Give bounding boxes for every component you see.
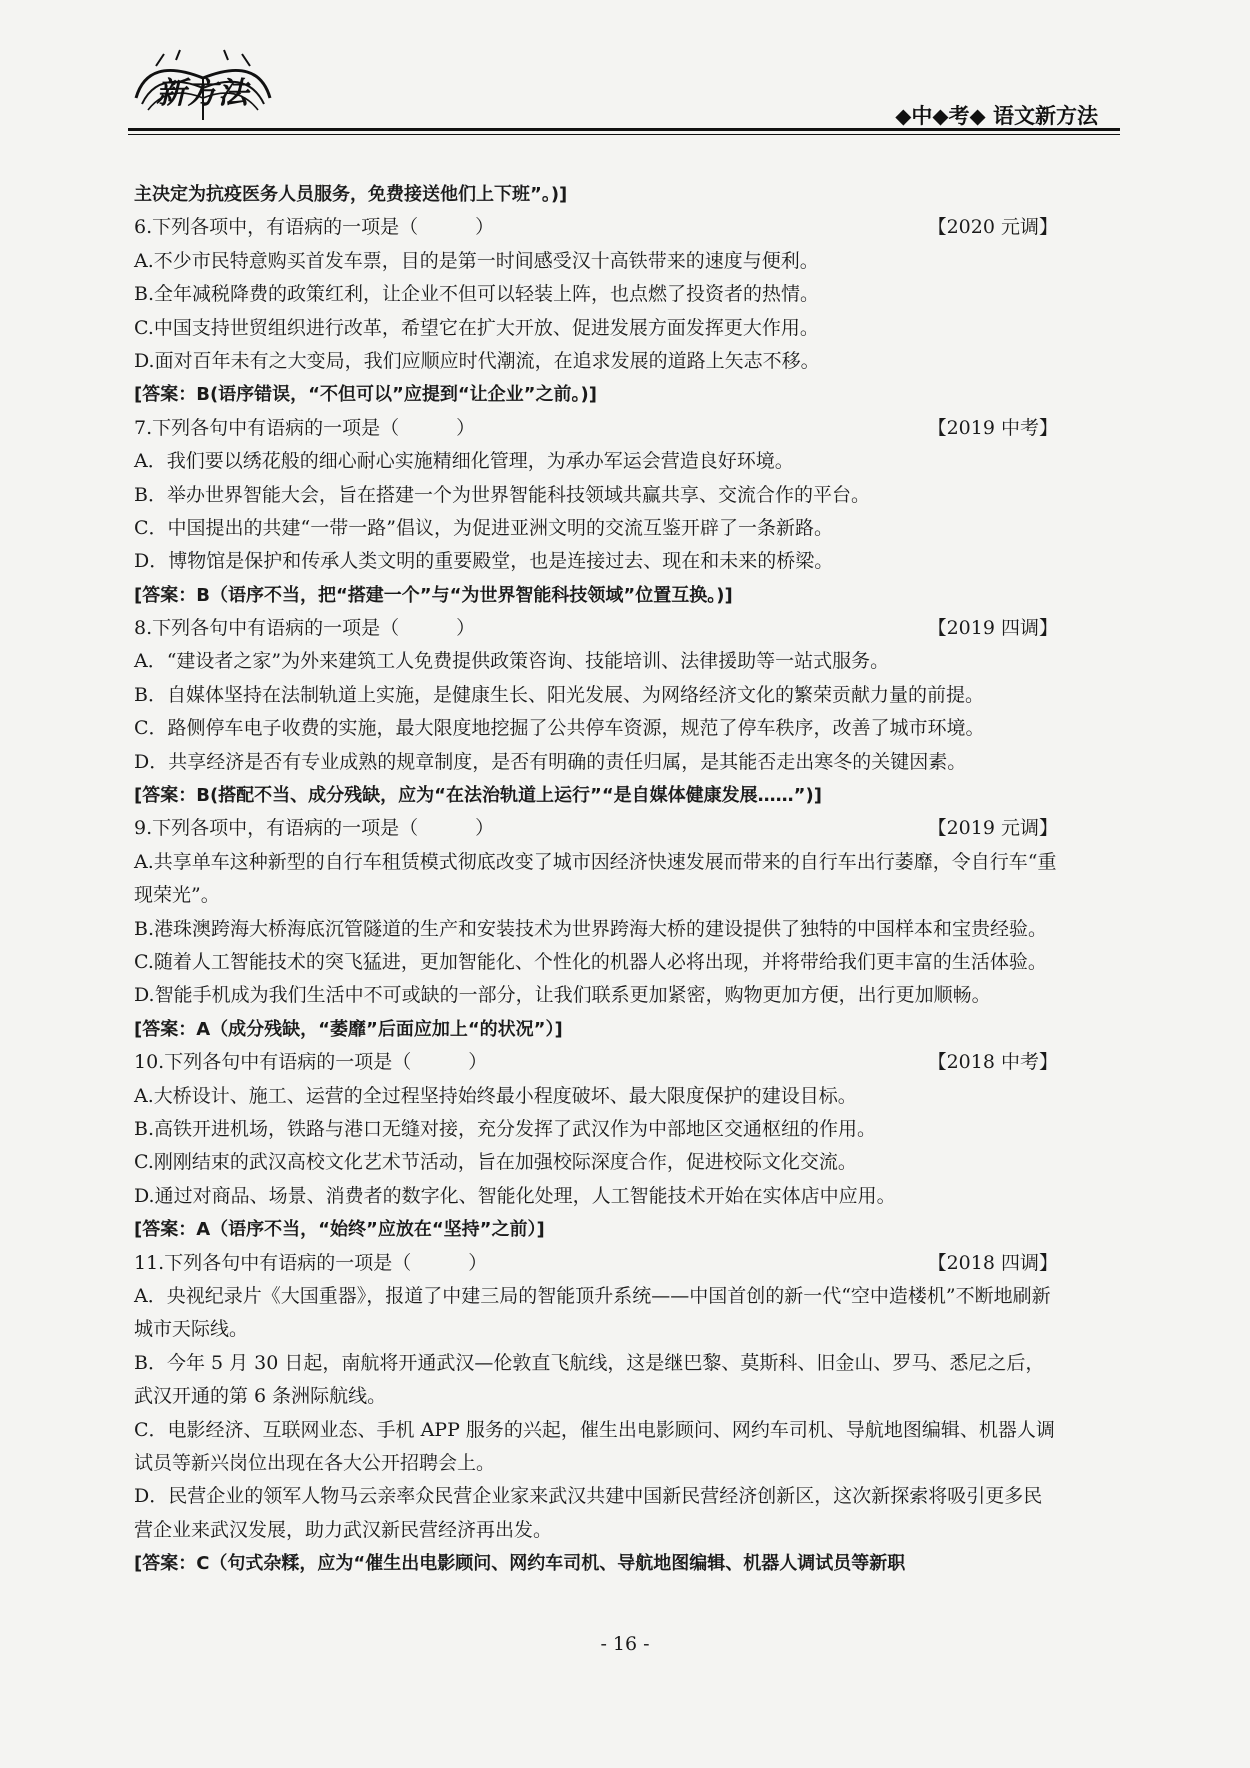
diamond-icon: ◆ — [969, 104, 986, 128]
answer-option: B.港珠澳跨海大桥海底沉管隧道的生产和安装技术为世界跨海大桥的建设提供了独特的中国样本和宝贵经验。 — [134, 917, 1048, 940]
question-text: 11.下列各句中有语病的一项是（ ） — [134, 1251, 488, 1274]
answer-note: 主决定为抗疫医务人员服务，免费接送他们上下班”。)] — [134, 184, 568, 205]
answer-option: D.面对百年未有之大变局，我们应顺应时代潮流，在追求发展的道路上矢志不移。 — [134, 349, 820, 372]
answer-option: A．“建设者之家”为外来建筑工人免费提供政策咨询、技能培训、法律援助等一站式服务。 — [134, 650, 890, 673]
answer-option: C．中国提出的共建“一带一路”倡议，为促进亚洲文明的交流互鉴开辟了一条新路。 — [134, 516, 833, 539]
answer-option: A．我们要以绣花般的细心耐心实施精细化管理，为承办军运会营造良好环境。 — [134, 450, 794, 473]
logo-text: 新方法 — [156, 76, 249, 111]
question-text: 6.下列各项中，有语病的一项是（ ） — [134, 216, 495, 239]
answer-note: [答案：B（语序不当，把“搭建一个”与“为世界智能科技领域”位置互换。)] — [134, 584, 733, 606]
brand-logo — [128, 48, 278, 124]
question-text: 7.下列各句中有语病的一项是（ ） — [134, 416, 476, 439]
answer-note: [答案：B(搭配不当、成分残缺，应为“在法治轨道上运行”“是自媒体健康发展……”)] — [134, 785, 822, 807]
answer-option: A．央视纪录片《大国重器》，报道了中建三局的智能顶升系统——中国首创的新一代“空中造楼机”不断地刷新城市天际线。 — [134, 1284, 1051, 1341]
exam-source-tag: 【2018 四调】 — [927, 1251, 1058, 1274]
question-heading — [134, 612, 1060, 645]
answer-option: B.全年减税降费的政策红利，让企业不但可以轻装上阵，也点燃了投资者的热情。 — [134, 283, 820, 306]
question-heading — [134, 211, 1060, 244]
question-text: 10.下列各句中有语病的一项是（ ） — [134, 1051, 488, 1074]
answer-option: B．自媒体坚持在法制轨道上实施，是健康生长、阳光发展、为网络经济文化的繁荣贡献力量的前提。 — [134, 683, 984, 706]
question-list — [134, 178, 1060, 1581]
question-heading — [134, 1046, 1060, 1079]
answer-option: D．共享经济是否有专业成熟的规章制度，是否有明确的责任归属，是其能否走出寒冬的关键因素。 — [134, 750, 967, 773]
series-title — [895, 100, 1098, 130]
header-divider — [128, 128, 1120, 131]
answer-note: [答案：B(语序错误，“不但可以”应提到“让企业”之前。)] — [134, 384, 597, 406]
diamond-icon: ◆ — [895, 104, 912, 128]
answer-option: B．今年 5 月 30 日起，南航将开通武汉—伦敦直飞航线，这是继巴黎、莫斯科、旧金山、罗马、悉尼之后，武汉开通的第 6 条洲际航线。 — [134, 1351, 1045, 1408]
header-divider-thin — [128, 134, 1120, 135]
series-part: 中 — [911, 104, 933, 128]
answer-option: A.不少市民特意购买首发车票，目的是第一时间感受汉十高铁带来的速度与便利。 — [134, 249, 819, 272]
answer-option: D.智能手机成为我们生活中不可或缺的一部分，让我们联系更加紧密，购物更加方便，出行更加顺畅。 — [134, 984, 991, 1007]
answer-option: A.大桥设计、施工、运营的全过程坚持始终最小程度破坏、最大限度保护的建设目标。 — [134, 1084, 857, 1107]
answer-option: D．民营企业的领军人物马云亲率众民营企业家来武汉共建中国新民营经济创新区，这次新探索将吸引更多民营企业来武汉发展，助力武汉新民营经济再出发。 — [134, 1485, 1043, 1541]
answer-note: [答案：A（语序不当，“始终”应放在“坚持”之前）] — [134, 1219, 545, 1241]
answer-option: A.共享单车这种新型的自行车租赁模式彻底改变了城市因经济快速发展而带来的自行车出行萎靡，令自行车“重现荣光”。 — [134, 850, 1057, 907]
exam-source-tag: 【2020 元调】 — [927, 216, 1058, 239]
exam-source-tag: 【2018 中考】 — [927, 1051, 1058, 1074]
answer-option: C.随着人工智能技术的突飞猛进，更加智能化、个性化的机器人必将出现，并将带给我们更丰富的生活体验。 — [134, 951, 1047, 974]
answer-option: C.刚刚结束的武汉高校文化艺术节活动，旨在加强校际深度合作，促进校际文化交流。 — [134, 1151, 857, 1174]
answer-note: [答案：A（成分残缺，“萎靡”后面应加上“的状况”）] — [134, 1018, 563, 1040]
series-part: 考 — [948, 104, 970, 128]
exam-source-tag: 【2019 中考】 — [927, 416, 1058, 439]
question-heading — [134, 812, 1060, 845]
question-text: 9.下列各项中，有语病的一项是（ ） — [134, 817, 495, 840]
question-heading — [134, 412, 1060, 445]
question-text: 8.下列各句中有语病的一项是（ ） — [134, 617, 476, 640]
page-number: - 16 - — [600, 1633, 650, 1655]
exam-source-tag: 【2019 元调】 — [927, 817, 1058, 840]
answer-option: B．举办世界智能大会，旨在搭建一个为世界智能科技领域共赢共享、交流合作的平台。 — [134, 483, 870, 506]
exam-source-tag: 【2019 四调】 — [927, 617, 1058, 640]
answer-option: C．路侧停车电子收费的实施，最大限度地挖掘了公共停车资源，规范了停车秩序，改善了城市环境。 — [134, 717, 985, 740]
diamond-icon: ◆ — [932, 104, 949, 128]
answer-option: C.中国支持世贸组织进行改革，希望它在扩大开放、促进发展方面发挥更大作用。 — [134, 316, 819, 339]
answer-note: [答案：C（句式杂糅，应为“催生出电影顾问、网约车司机、导航地图编辑、机器人调试员等新职 — [134, 1553, 906, 1575]
answer-option: B.高铁开进机场，铁路与港口无缝对接，充分发挥了武汉作为中部地区交通枢纽的作用。 — [134, 1118, 877, 1141]
answer-option: D.通过对商品、场景、消费者的数字化、智能化处理，人工智能技术开始在实体店中应用。 — [134, 1184, 896, 1207]
answer-option: C．电影经济、互联网业态、手机 APP 服务的兴起，催生出电影顾问、网约车司机、导航地图编辑、机器人调试员等新兴岗位出现在各大公开招聘会上。 — [134, 1418, 1055, 1474]
series-part: 语文新方法 — [993, 104, 1098, 128]
question-heading — [134, 1247, 1060, 1280]
answer-option: D．博物馆是保护和传承人类文明的重要殿堂，也是连接过去、现在和未来的桥梁。 — [134, 550, 834, 573]
